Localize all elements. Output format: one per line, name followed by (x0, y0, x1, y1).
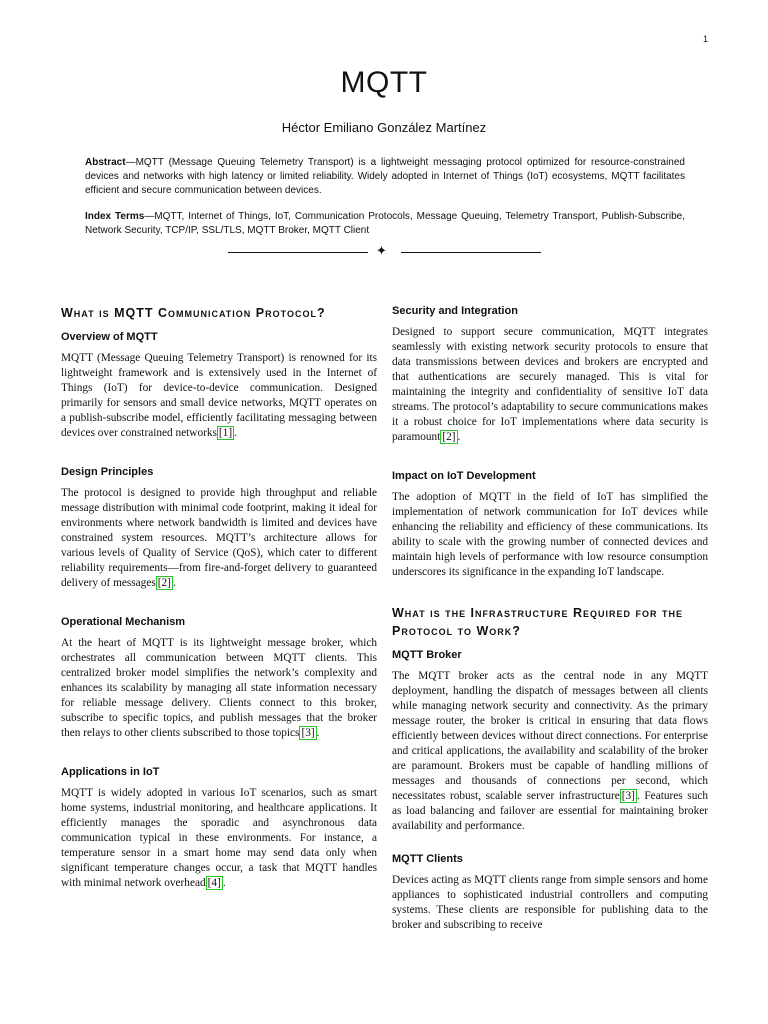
section-divider (228, 246, 541, 260)
citation-link[interactable]: [3] (621, 790, 635, 802)
left-column (61, 304, 377, 891)
paragraph-text: The adoption of MQTT in the field of IoT has simplified the implementation of network communication for IoT devices while enhancing the reliability and efficiency of these communications. Its ability to scale with the growing number of connected devices and maintain high levels of performance with low resource consumption underscores its significance in the expanding IoT landscape. (392, 491, 708, 578)
subsection-heading: Security and Integration (392, 305, 518, 317)
paragraph-text: MQTT is widely adopted in various IoT scenarios, such as smart home systems, industrial monitoring, and healthcare applications. It efficiently manages the sporadic and asynchronous data communication typical in these environments. For instance, a temperature sensor in a smart home may send data only when significant temperature changes occur, a task that MQTT handles with minimal network overhead (61, 787, 377, 889)
paragraph-end: . (457, 431, 461, 443)
citation-link[interactable]: [2] (442, 431, 456, 443)
subsection-heading: Applications in IoT (61, 766, 160, 778)
right-column (392, 304, 708, 933)
author-name: Héctor Emiliano González Martínez (281, 120, 487, 135)
citation-link[interactable]: [1] (218, 427, 233, 439)
paragraph (61, 351, 377, 441)
paragraph-end: . Features such as load balancing and failover are essential for maintaining broker availability and performance. (392, 790, 709, 832)
index-terms-text: —MQTT, Internet of Things, IoT, Communication Protocols, Message Queuing, Telemetry Transport, Publish-Subscribe, Network Security, TCP/IP, SSL/TLS, MQTT Broker, MQTT Client (85, 211, 685, 236)
paragraph (392, 490, 708, 580)
divider-diamond-icon: ✦ (376, 244, 387, 259)
subsection-heading: Impact on IoT Development (392, 470, 536, 482)
subsection-heading: MQTT Clients (392, 853, 463, 865)
paragraph-text: The protocol is designed to provide high throughput and reliable message distribution with minimal code footprint, making it ideal for environments where network bandwidth is limited and devices have constrained system resources. MQTT’s architecture allows for various levels of Quality of Service (QoS), which cater to different reliability requirements—from fire-and-forget delivery to guaranteed delivery of messages (61, 487, 377, 589)
page-number: 1 (702, 34, 708, 44)
paragraph (392, 325, 708, 445)
subsection-heading: MQTT Broker (392, 649, 462, 661)
paragraph-end: . (234, 427, 237, 439)
paragraph-text: The MQTT broker acts as the central node in any MQTT deployment, handling the dispatch of messages between all clients while managing network security and connectivity. As the primary message router, the broker is critical in ensuring that data flows efficiently between devices without direct connections. For enterprise and critical applications, the availability and scalability of the broker are paramount. Brokers must be capable of handling millions of messages and thousands of connections per second, which necessitates robust, scalable server infrastructure (392, 670, 708, 802)
paper-title: MQTT (340, 66, 428, 99)
paragraph (392, 669, 708, 834)
index-terms (85, 210, 685, 238)
paragraph (392, 873, 708, 933)
divider-rule-right (401, 252, 541, 253)
abstract-lead: Abstract (85, 157, 126, 168)
citation-link[interactable]: [2] (157, 577, 171, 589)
paragraph-end: . (222, 877, 226, 889)
subsection-heading: Design Principles (61, 466, 154, 478)
paragraph-text: At the heart of MQTT is its lightweight message broker, which orchestrates all communication between MQTT clients. This centralized broker model simplifies the network’s complexity and enhances its scalability by managing all state information necessary for reliable message delivery. Clients connect to this broker, subscribe to specific topics, and publish messages that the broker then relays to other clients subscribed to those topics (61, 637, 377, 739)
citation-link[interactable]: [4] (207, 877, 221, 889)
paragraph-end: . (316, 727, 320, 739)
paragraph-text: Designed to support secure communication, MQTT integrates seamlessly with existing network security protocols to ensure that data transmissions between devices and brokers are encrypted and that authentications are securely managed. This is vital for maintaining the integrity and confidentiality of sensitive IoT data streams. The protocol’s adaptability to secure communications makes it a robust choice for IoT implementations where data security is paramount (392, 326, 708, 443)
abstract-text: —MQTT (Message Queuing Telemetry Transport) is a lightweight messaging protocol optimized for resource-constrained devices and networks with high latency or limited reliability. Widely adopted in Internet of Things (IoT) ecosystems, MQTT facilitates efficient and secure communication between devices. (85, 157, 685, 196)
paragraph-end: . (172, 577, 176, 589)
section-title-infrastructure: What is the Infrastructure Required for the Protocol to Work? (392, 606, 683, 638)
paragraph-text: Devices acting as MQTT clients range from simple sensors and home appliances to sophisticated industrial controllers and computing systems. These clients are responsible for publishing data to the broker and subscribing to receive (392, 874, 708, 931)
index-terms-lead: Index Terms (85, 211, 145, 222)
citation-link[interactable]: [3] (301, 727, 315, 739)
paragraph-text: MQTT (Message Queuing Telemetry Transport) is renowned for its lightweight framework and is extensively used in the Internet of Things (IoT) for device-to-device communication. Designed primarily for sensors and small device networks, MQTT operates on a publish-subscribe model, efficiently facilitating messaging between devices over constrained networks (61, 352, 377, 439)
divider-rule-left (228, 252, 368, 253)
paragraph (61, 786, 377, 891)
paragraph (61, 486, 377, 591)
subsection-heading: Overview of MQTT (61, 331, 158, 343)
abstract (85, 156, 685, 198)
paragraph (61, 636, 377, 741)
section-title-what-is-mqtt: What is MQTT Communication Protocol? (61, 306, 326, 320)
subsection-heading: Operational Mechanism (61, 616, 186, 628)
